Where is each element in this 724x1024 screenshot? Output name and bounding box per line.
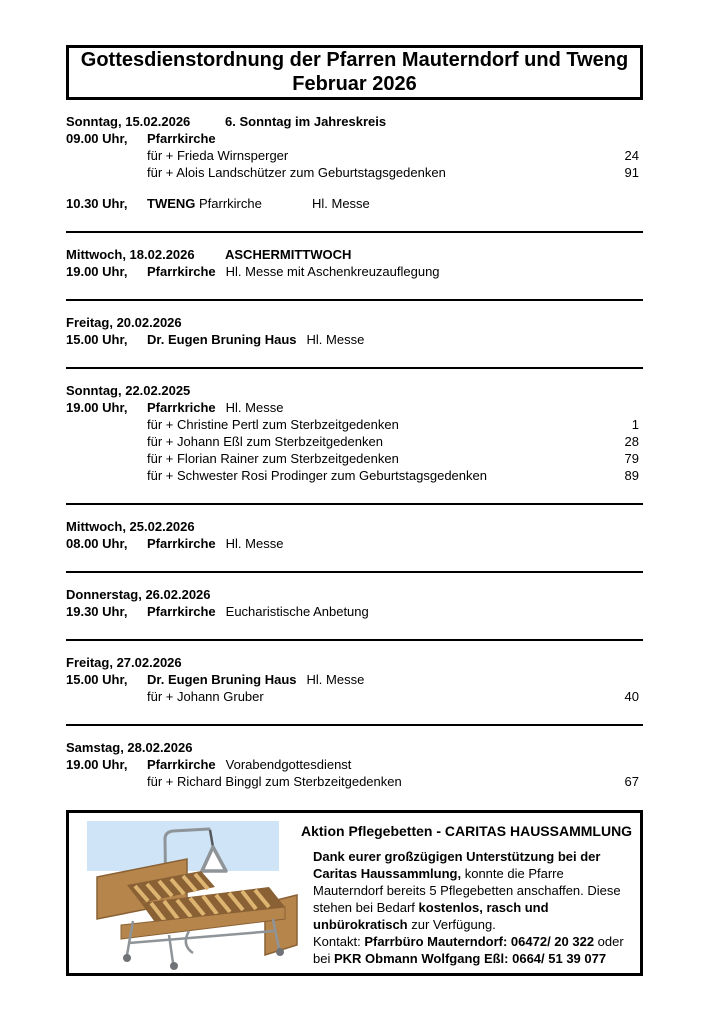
place-run: Pfarrkriche xyxy=(147,400,216,415)
care-bed-illustration xyxy=(69,813,301,973)
notice-body xyxy=(313,848,636,933)
intention-row xyxy=(66,450,643,467)
entry-time: 19.00 Uhr, xyxy=(66,400,128,415)
care-bed-image xyxy=(69,813,301,973)
place-run: Pfarrkirche xyxy=(147,604,216,619)
date-line xyxy=(66,518,643,535)
date-line xyxy=(66,586,643,603)
entry-row xyxy=(66,331,643,348)
date-text: Samstag, 28.02.2026 xyxy=(66,740,193,755)
date-line xyxy=(66,113,643,130)
entry-time: 15.00 Uhr, xyxy=(66,672,128,687)
schedule-section xyxy=(66,654,643,705)
section-divider xyxy=(66,724,643,726)
schedule-section xyxy=(66,382,643,484)
entry-place xyxy=(147,672,297,687)
text-run: konnte die Pfarre Mauterndorf bereits 5 Pflegebetten anschaffen. Diese stehen bei Bedarf xyxy=(313,866,621,915)
entry-service: Hl. Messe xyxy=(306,332,365,347)
entry-row xyxy=(66,399,643,416)
entry-place xyxy=(147,400,216,415)
entry-row xyxy=(66,130,643,147)
date-note: 6. Sonntag im Jahreskreis xyxy=(225,114,387,129)
entry-time: 19.30 Uhr, xyxy=(66,604,128,619)
schedule-section xyxy=(66,586,643,620)
intention-row xyxy=(66,416,643,433)
section-divider xyxy=(66,299,643,301)
entry-place xyxy=(147,536,216,551)
section-divider xyxy=(66,571,643,573)
casters xyxy=(123,948,284,970)
place-run: Pfarrkirche xyxy=(147,536,216,551)
intention-count: 28 xyxy=(624,434,639,449)
intention-text: für + Alois Landschützer zum Geburtstagsgedenken xyxy=(147,165,446,180)
date-text: Sonntag, 15.02.2026 xyxy=(66,114,191,129)
date-text: Freitag, 27.02.2026 xyxy=(66,655,182,670)
entry-place xyxy=(147,264,216,279)
intention-text: für + Frieda Wirnsperger xyxy=(147,148,289,163)
entry-service: Hl. Messe xyxy=(312,196,370,211)
intention-count: 40 xyxy=(624,689,639,704)
intention-row xyxy=(66,164,643,181)
date-text: Donnerstag, 26.02.2026 xyxy=(66,587,211,602)
date-note: ASCHERMITTWOCH xyxy=(225,247,352,262)
document-title-line2: Februar 2026 xyxy=(292,73,417,95)
date-text: Mittwoch, 25.02.2026 xyxy=(66,519,195,534)
text-run: Pfarrbüro Mauterndorf: 06472/ 20 322 xyxy=(364,934,595,949)
text-run: kostenlos, rasch und unbürokratisch xyxy=(313,900,549,932)
entry-time: 19.00 Uhr, xyxy=(66,264,128,279)
intention-row xyxy=(66,773,643,790)
entry-time: 15.00 Uhr, xyxy=(66,332,128,347)
entry-time: 09.00 Uhr, xyxy=(66,131,128,146)
notice-box xyxy=(66,810,643,976)
intention-row xyxy=(66,467,643,484)
entry-place xyxy=(147,757,216,772)
intention-row xyxy=(66,433,643,450)
date-text: Sonntag, 22.02.2025 xyxy=(66,383,191,398)
entry-place xyxy=(147,131,216,146)
intention-count: 79 xyxy=(624,451,639,466)
entry-service: Hl. Messe xyxy=(225,400,284,415)
entry-row xyxy=(66,756,643,773)
intention-count: 91 xyxy=(624,165,639,180)
schedule-section xyxy=(66,113,643,212)
intention-count: 1 xyxy=(631,417,639,432)
intention-text: für + Richard Binggl zum Sterbzeitgedenken xyxy=(147,774,402,789)
date-line xyxy=(66,382,643,399)
intention-count: 24 xyxy=(624,148,639,163)
place-run: Dr. Eugen Bruning Haus xyxy=(147,332,297,347)
notice-title: Aktion Pflegebetten - CARITAS HAUSSAMMLUNG xyxy=(301,823,633,839)
entry-row xyxy=(66,535,643,552)
intention-text: für + Florian Rainer zum Sterbzeitgedenken xyxy=(147,451,399,466)
schedule-section xyxy=(66,739,643,790)
place-run: Pfarrkirche xyxy=(147,757,216,772)
intention-row xyxy=(66,688,643,705)
entry-time: 08.00 Uhr, xyxy=(66,536,128,551)
intention-count: 67 xyxy=(624,774,639,789)
text-run: PKR Obmann Wolfgang Eßl: 0664/ 51 39 077 xyxy=(333,951,607,966)
intention-text: für + Johann Eßl zum Sterbzeitgedenken xyxy=(147,434,383,449)
entry-time: 19.00 Uhr, xyxy=(66,757,128,772)
schedule-section xyxy=(66,518,643,552)
intention-text: für + Schwester Rosi Prodinger zum Geburtstagsgedenken xyxy=(147,468,487,483)
entry-place xyxy=(147,332,297,347)
entry-service: Vorabendgottesdienst xyxy=(225,757,352,772)
entry-service: Hl. Messe mit Aschenkreuzauflegung xyxy=(225,264,440,279)
place-run: Dr. Eugen Bruning Haus xyxy=(147,672,297,687)
document-title-line1: Gottesdienstordnung der Pfarren Mauterndorf und Tweng xyxy=(80,49,629,71)
section-divider xyxy=(66,503,643,505)
entry-row xyxy=(66,671,643,688)
notice-text-column xyxy=(301,813,640,973)
place-run: TWENG xyxy=(147,196,196,211)
notice-contact xyxy=(313,933,636,967)
intention-count: 89 xyxy=(624,468,639,483)
header-box xyxy=(66,45,643,100)
section-divider xyxy=(66,367,643,369)
entry-service: Eucharistische Anbetung xyxy=(225,604,369,619)
section-divider xyxy=(66,231,643,233)
date-line xyxy=(66,246,643,263)
entry-row xyxy=(66,195,643,212)
schedule-section xyxy=(66,314,643,348)
date-text: Freitag, 20.02.2026 xyxy=(66,315,182,330)
intention-row xyxy=(66,147,643,164)
entry-place xyxy=(147,195,302,212)
date-line xyxy=(66,739,643,756)
entry-row xyxy=(66,263,643,280)
entry-service: Hl. Messe xyxy=(306,672,365,687)
text-run: oder bei xyxy=(313,934,624,966)
schedule-section xyxy=(66,246,643,280)
entry-service: Hl. Messe xyxy=(225,536,284,551)
entry-place xyxy=(147,604,216,619)
date-line xyxy=(66,314,643,331)
place-run: Pfarrkirche xyxy=(147,131,216,146)
place-run: Pfarrkirche xyxy=(195,196,262,211)
date-line xyxy=(66,654,643,671)
section-divider xyxy=(66,639,643,641)
intention-text: für + Johann Gruber xyxy=(147,689,264,704)
text-run: Dank eurer großzügigen Unterstützung bei der Caritas Haussammlung, xyxy=(313,849,601,881)
intention-text: für + Christine Pertl zum Sterbzeitgedenken xyxy=(147,417,399,432)
text-run: zur Verfügung. xyxy=(407,917,496,932)
entry-row xyxy=(66,603,643,620)
date-text: Mittwoch, 18.02.2026 xyxy=(66,247,195,262)
text-run: Kontakt: xyxy=(313,934,365,949)
entry-time: 10.30 Uhr, xyxy=(66,196,128,211)
schedule xyxy=(66,113,643,790)
place-run: Pfarrkirche xyxy=(147,264,216,279)
